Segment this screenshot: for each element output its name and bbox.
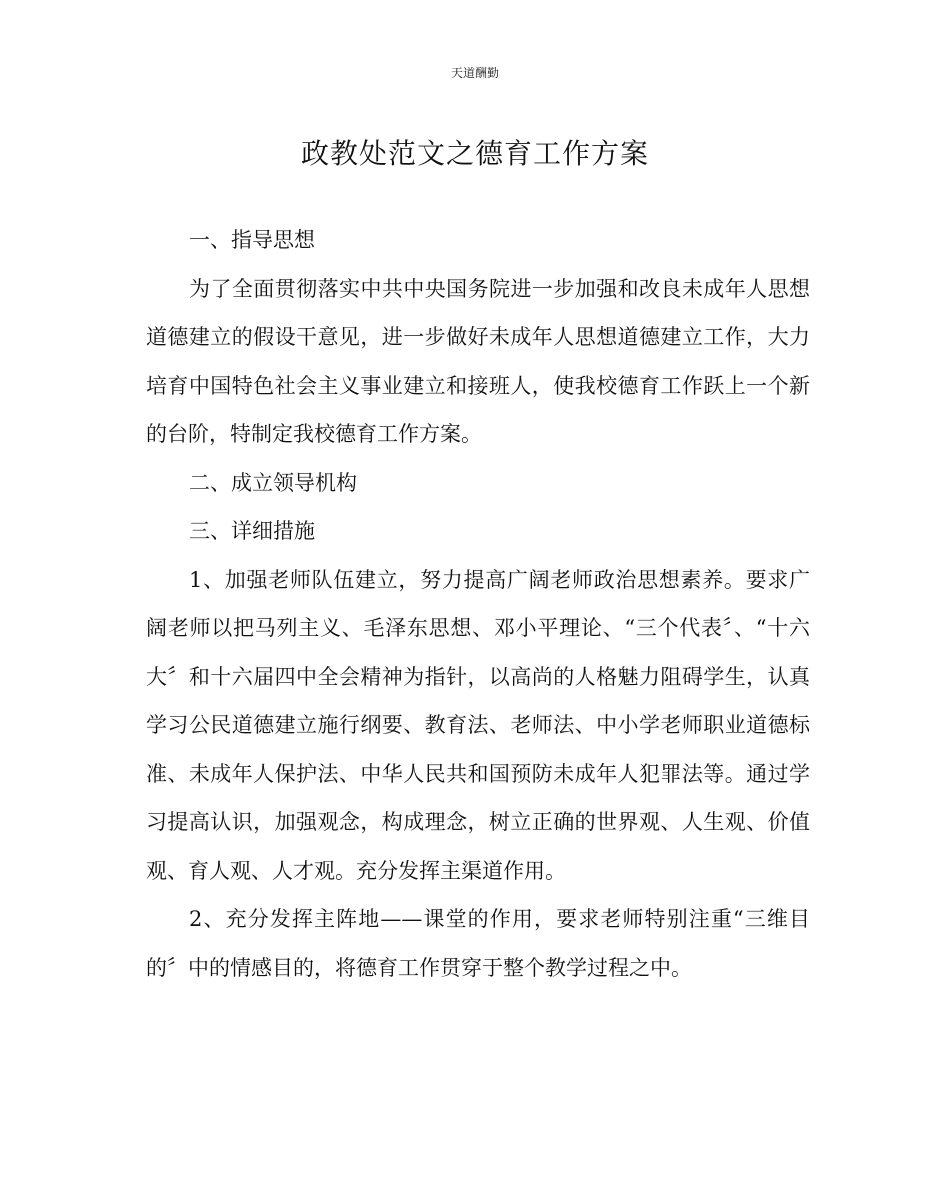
- section-heading-guiding-thought: 一、指导思想: [189, 228, 316, 252]
- section-heading-measures: 三、详细措施: [189, 519, 316, 543]
- paragraph-guiding-thought: 为了全面贯彻落实中共中央国务院进一步加强和改良未成年人思想道德建立的假设干意见，进一步做好未成年人思想道德建立工作，大力培育中国特色社会主义事业建立和接班人，使我校德育工作跃上一个新的台阶，特制定我校德育工作方案。: [146, 276, 810, 446]
- document-title: 政教处范文之德育工作方案: [300, 137, 649, 170]
- page-header: 天道酬勤: [450, 66, 499, 80]
- section-heading-leadership: 二、成立领导机构: [189, 470, 358, 495]
- paragraph-measure-1: 1、加强老师队伍建立，努力提高广阔老师政治思想素养。要求广阔老师以把马列主义、毛泽东思想、邓小平理论、“三个代表〞、“十六大〞和十六届四中全会精神为指针，以高尚的人格魅力阻碍学生，认真学习公民道德建立施行纲要、教育法、老师法、中小学老师职业道德标准、未成年人保护法、中华人民共和国预防未成年人犯罪法等。通过学习提高认识，加强观念，构成理念，树立正确的世界观、人生观、价值观、育人观、人才观。充分发挥主渠道作用。: [146, 567, 810, 883]
- document-body: [146, 216, 810, 992]
- paragraph-measure-2: 2、充分发挥主阵地——课堂的作用，要求老师特别注重“三维目的〞中的情感目的，将德育工作贯穿于整个教学过程之中。: [146, 907, 810, 980]
